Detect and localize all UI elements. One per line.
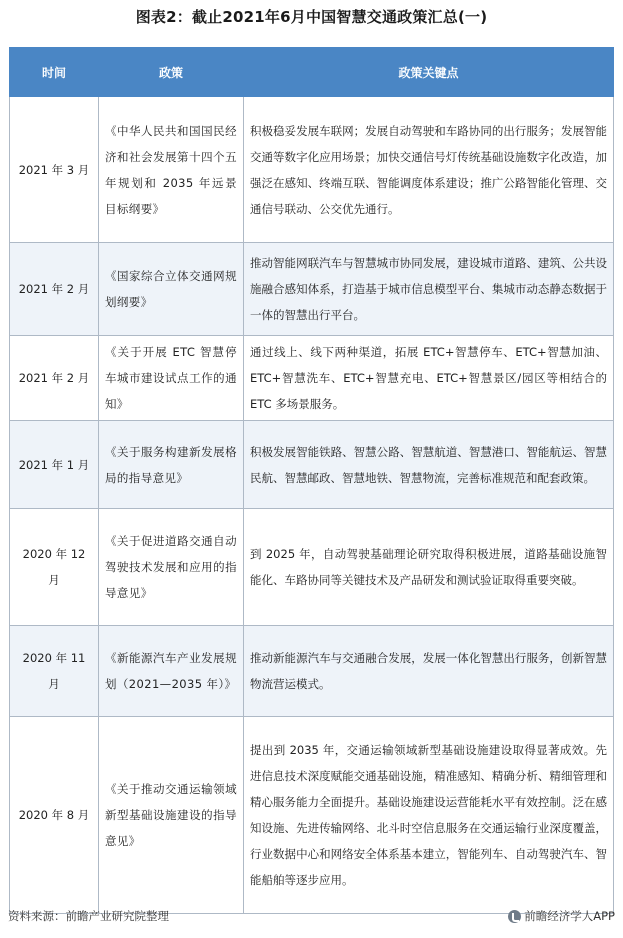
table-row — [10, 421, 614, 509]
table-header-row — [10, 48, 614, 97]
row-key-points: 积极发展智能铁路、智慧公路、智慧航道、智慧港口、智能航运、智慧民航、智慧邮政、智慧地铁、智慧物流，完善标准规范和配套政策。 — [244, 421, 614, 509]
table-row — [10, 336, 614, 421]
table-row — [10, 97, 614, 243]
row-policy: 《关于开展 ETC 智慧停车城市建设试点工作的通知》 — [99, 336, 244, 421]
table-row — [10, 717, 614, 914]
qianzhan-logo-icon — [508, 910, 521, 923]
header-policy: 政策 — [99, 48, 244, 97]
figure-title: 图表2：截止2021年6月中国智慧交通政策汇总(一) — [135, 8, 488, 26]
row-key-points: 推动新能源汽车与交通融合发展，发展一体化智慧出行服务，创新智慧物流营运模式。 — [244, 626, 614, 717]
table-row — [10, 243, 614, 336]
row-time: 2021 年 1 月 — [10, 421, 99, 509]
brand-credit — [508, 908, 615, 924]
table-row — [10, 626, 614, 717]
row-policy: 《关于促进道路交通自动驾驶技术发展和应用的指导意见》 — [99, 509, 244, 626]
table-row — [10, 509, 614, 626]
row-time: 2020 年 12 月 — [10, 509, 99, 626]
row-policy: 《中华人民共和国国民经济和社会发展第十四个五年规划和 2035 年远景目标纲要》 — [99, 97, 244, 243]
row-time: 2021 年 2 月 — [10, 243, 99, 336]
row-time: 2021 年 3 月 — [10, 97, 99, 243]
row-policy: 《关于推动交通运输领域新型基础设施建设的指导意见》 — [99, 717, 244, 914]
row-policy: 《关于服务构建新发展格局的指导意见》 — [99, 421, 244, 509]
brand-name: 前瞻经济学人APP — [524, 909, 615, 923]
header-key-points: 政策关键点 — [244, 48, 614, 97]
header-time: 时间 — [10, 48, 99, 97]
row-key-points: 到 2025 年，自动驾驶基础理论研究取得积极进展，道路基础设施智能化、车路协同等关键技术及产品研发和测试验证取得重要突破。 — [244, 509, 614, 626]
row-key-points: 推动智能网联汽车与智慧城市协同发展，建设城市道路、建筑、公共设施融合感知体系，打造基于城市信息模型平台、集城市动态静态数据于一体的智慧出行平台。 — [244, 243, 614, 336]
row-time: 2021 年 2 月 — [10, 336, 99, 421]
row-key-points: 积极稳妥发展车联网；发展自动驾驶和车路协同的出行服务；发展智能交通等数字化应用场景；加快交通信号灯传统基础设施数字化改造，加强泛在感知、终端互联、智能调度体系建设；推广公路智能化管理、交通信号联动、公交优先通行。 — [244, 97, 614, 243]
row-time: 2020 年 11 月 — [10, 626, 99, 717]
policy-table — [9, 47, 614, 914]
row-key-points: 提出到 2035 年，交通运输领域新型基础设施建设取得显著成效。先进信息技术深度赋能交通基础设施，精准感知、精确分析、精细管理和精心服务能力全面提升。基础设施建设运营能耗水平有效控制。泛在感知设施、先进传输网络、北斗时空信息服务在交通运输行业深度覆盖，行业数据中心和网络安全体系基本建立，智能列车、自动驾驶汽车、智能船舶等逐步应用。 — [244, 717, 614, 914]
row-key-points: 通过线上、线下两种渠道，拓展 ETC+智慧停车、ETC+智慧加油、ETC+智慧洗车、ETC+智慧充电、ETC+智慧景区/园区等相结合的 ETC 多场景服务。 — [244, 336, 614, 421]
row-time: 2020 年 8 月 — [10, 717, 99, 914]
source-note: 资料来源：前瞻产业研究院整理 — [8, 909, 169, 923]
row-policy: 《国家综合立体交通网规划纲要》 — [99, 243, 244, 336]
row-policy: 《新能源汽车产业发展规划（2021—2035 年）》 — [99, 626, 244, 717]
